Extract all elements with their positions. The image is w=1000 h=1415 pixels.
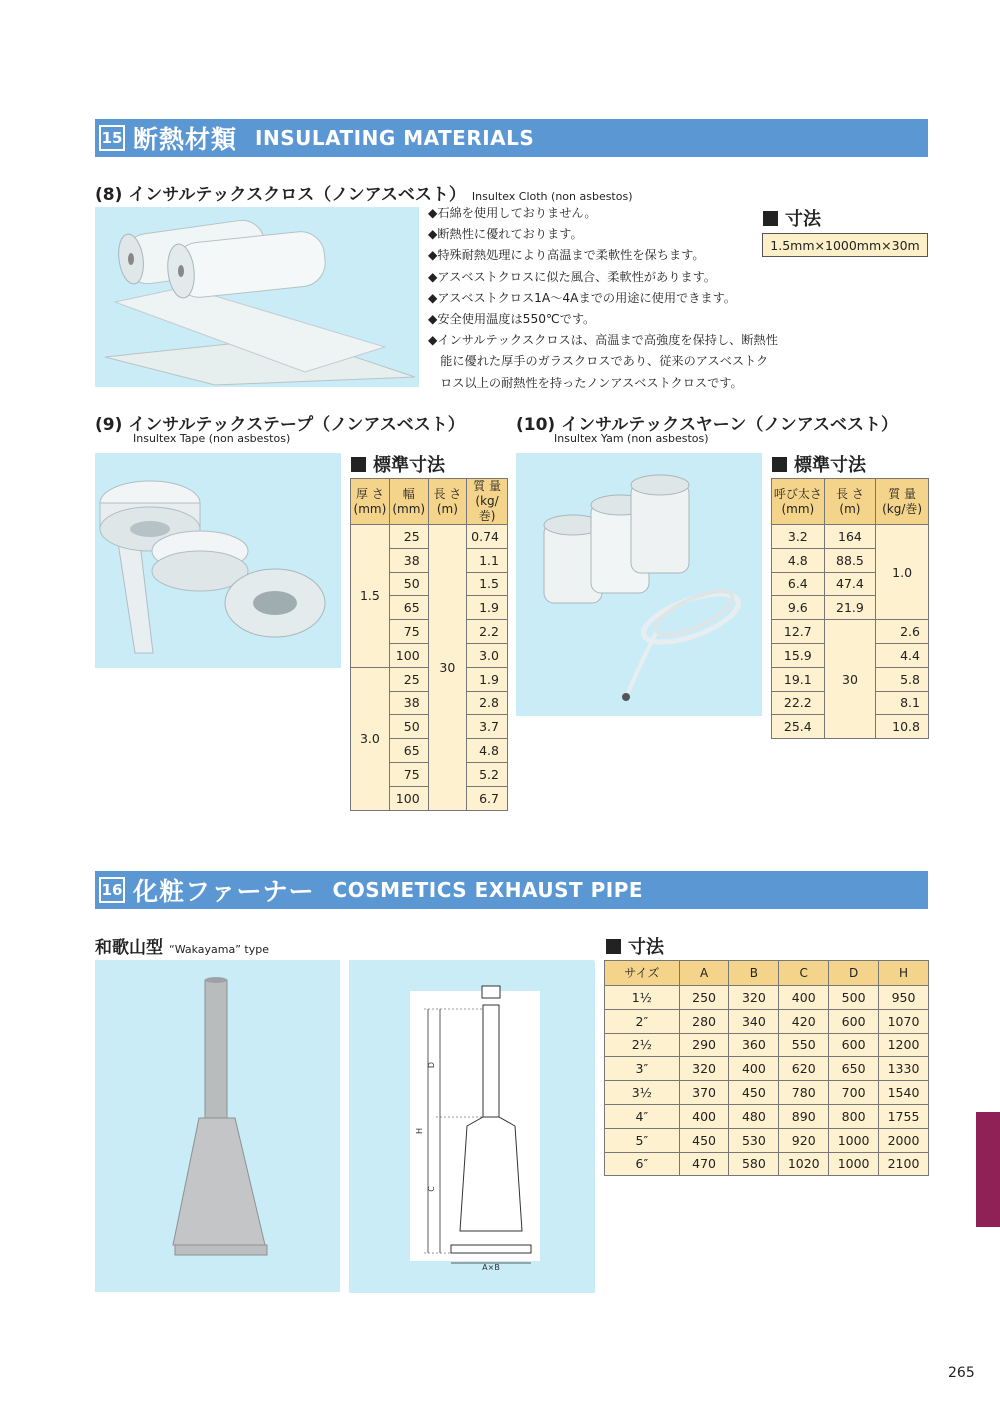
table-row: 5″ 450 530 920 1000 2000	[605, 1128, 929, 1152]
feature-line: ◆安全使用温度は550℃です。	[428, 312, 596, 327]
table-row: 75 5.2	[351, 762, 508, 786]
section-title-en: INSULATING MATERIALS	[255, 126, 535, 150]
table-row: 22.2 8.1	[772, 691, 929, 715]
col-header-mass: 質 量 (kg/巻)	[876, 479, 929, 525]
feature-line: ◆断熱性に優れております。	[428, 227, 583, 242]
thickness-cell: 3.0	[351, 667, 390, 810]
yarn-table-heading: 標準寸法	[772, 451, 866, 477]
col-header-h: H	[879, 961, 929, 986]
pipe-heading-en: “Wakayama” type	[169, 943, 270, 956]
table-row: 1½ 250 320 400 500 950	[605, 986, 929, 1010]
table-row: 3″ 320 400 620 650 1330	[605, 1057, 929, 1081]
table-row: 2″ 280 340 420 600 1070	[605, 1009, 929, 1033]
label-h: H	[415, 1127, 424, 1135]
table-row: 25.4 10.8	[772, 715, 929, 739]
tape-heading-en: Insultex Tape (non asbestos)	[133, 432, 291, 445]
table-row: 50 3.7	[351, 715, 508, 739]
section-title-jp: 化粧ファーナー	[133, 877, 315, 906]
cloth-dim-heading: 寸法	[763, 205, 821, 231]
cloth-heading-en: Insultex Cloth (non asbestos)	[471, 190, 633, 203]
pipe-dim-heading: 寸法	[606, 933, 664, 959]
table-row: 4″ 400 480 890 800 1755	[605, 1104, 929, 1128]
feature-line: ◆石綿を使用しておりません。	[428, 206, 597, 220]
length-cell: 30	[428, 525, 466, 811]
col-header-length: 長 さ (m)	[824, 479, 876, 525]
table-row: 6″ 470 580 1020 1000 2100	[605, 1152, 929, 1176]
col-header-thickness: 厚 さ (mm)	[351, 479, 390, 525]
yarn-heading: (10) インサルテックスヤーン（ノンアスベスト）	[516, 415, 899, 435]
col-header-d: D	[829, 961, 879, 986]
table-row: 6.4 47.4	[772, 572, 929, 596]
table-row: 15.9 4.4	[772, 643, 929, 667]
table-row: 3½ 370 450 780 700 1540	[605, 1081, 929, 1105]
table-row: 12.7 30 2.6	[772, 620, 929, 644]
pipe-dim-table	[604, 960, 929, 1176]
table-row: 2½ 290 360 550 600 1200	[605, 1033, 929, 1057]
label-c: C	[427, 1186, 436, 1192]
feature-line: ロス以上の耐熱性を持ったノンアスベストクロスです。	[428, 375, 743, 390]
tape-heading: (9) インサルテックステープ（ノンアスベスト）	[95, 415, 465, 435]
tape-table-heading: 標準寸法	[351, 451, 445, 477]
cloth-dim-value: 1.5mm×1000mm×30m	[762, 233, 928, 257]
table-row: 38 1.1	[351, 548, 508, 572]
table-row: 100 3.0	[351, 643, 508, 667]
cloth-roll-illustration	[95, 207, 419, 387]
feature-line: ◆特殊耐熱処理により高温まで柔軟性を保ちます。	[428, 248, 705, 263]
table-row: 75 2.2	[351, 620, 508, 644]
tape-spec-table	[350, 478, 508, 811]
yarn-photo	[516, 453, 762, 716]
section-number: 16	[99, 877, 125, 903]
square-bullet-icon	[351, 457, 366, 472]
table-row: 38 2.8	[351, 691, 508, 715]
col-header-mass: 質 量 (kg/巻)	[467, 479, 508, 525]
table-row: 3.0 25 1.9	[351, 667, 508, 691]
section-banner-insulating	[95, 119, 928, 157]
tape-photo	[95, 453, 341, 668]
yarn-spool-illustration	[516, 453, 762, 716]
page-number: 265	[948, 1365, 975, 1381]
chapter-tab	[976, 1112, 1000, 1227]
label-ab: A×B	[482, 1263, 500, 1272]
section-title-jp: 断熱材類	[133, 125, 238, 154]
feature-line: ◆インサルテックスクロスは、高温まで高強度を保持し、断熱性	[428, 333, 778, 348]
col-header-c: C	[779, 961, 829, 986]
section-title-en: COSMETICS EXHAUST PIPE	[332, 878, 644, 902]
yarn-spec-table	[771, 478, 929, 739]
cloth-photo	[95, 207, 419, 387]
thickness-cell: 1.5	[351, 525, 390, 668]
col-header-size: サイズ	[605, 961, 680, 986]
feature-line: ◆アスベストクロス1A～4Aまでの用途に使用できます。	[428, 290, 736, 305]
dimension-diagram	[350, 961, 595, 1293]
section-banner-exhaust-pipe	[95, 871, 928, 909]
table-row: 100 6.7	[351, 786, 508, 810]
exhaust-pipe-illustration	[95, 960, 340, 1292]
table-row: 1.5 25 30 0.74	[351, 525, 508, 549]
yarn-heading-en: Insultex Yam (non asbestos)	[554, 432, 709, 445]
label-d: D	[427, 1061, 436, 1069]
pipe-heading: 和歌山型 “Wakayama” type	[95, 938, 270, 958]
table-row: 65 4.8	[351, 739, 508, 763]
pipe-diagram	[349, 960, 594, 1292]
square-bullet-icon	[606, 939, 621, 954]
col-header-a: A	[679, 961, 729, 986]
table-row: 4.8 88.5	[772, 548, 929, 572]
cloth-heading: (8) インサルテックスクロス（ノンアスベスト） Insultex Cloth (non asbestos)	[95, 185, 633, 205]
table-row: 9.6 21.9	[772, 596, 929, 620]
table-row: 3.2 164 1.0	[772, 525, 929, 549]
col-header-length: 長 さ (m)	[428, 479, 466, 525]
col-header-diameter: 呼び太さ (mm)	[772, 479, 825, 525]
table-row: 50 1.5	[351, 572, 508, 596]
feature-line: ◆アスベストクロスに似た風合、柔軟性があります。	[428, 269, 716, 284]
table-row: 65 1.9	[351, 596, 508, 620]
col-header-b: B	[729, 961, 779, 986]
cloth-features	[428, 203, 778, 394]
pipe-photo	[95, 960, 340, 1292]
col-header-width: 幅 (mm)	[389, 479, 428, 525]
tape-roll-illustration	[95, 453, 341, 668]
section-number: 15	[99, 125, 125, 151]
square-bullet-icon	[772, 457, 787, 472]
length-cell: 30	[824, 620, 876, 739]
feature-line: 能に優れた厚手のガラスクロスであり、従来のアスベストク	[428, 354, 769, 369]
mass-shared-cell: 1.0	[876, 525, 929, 620]
table-row: 19.1 5.8	[772, 667, 929, 691]
square-bullet-icon	[763, 211, 778, 226]
